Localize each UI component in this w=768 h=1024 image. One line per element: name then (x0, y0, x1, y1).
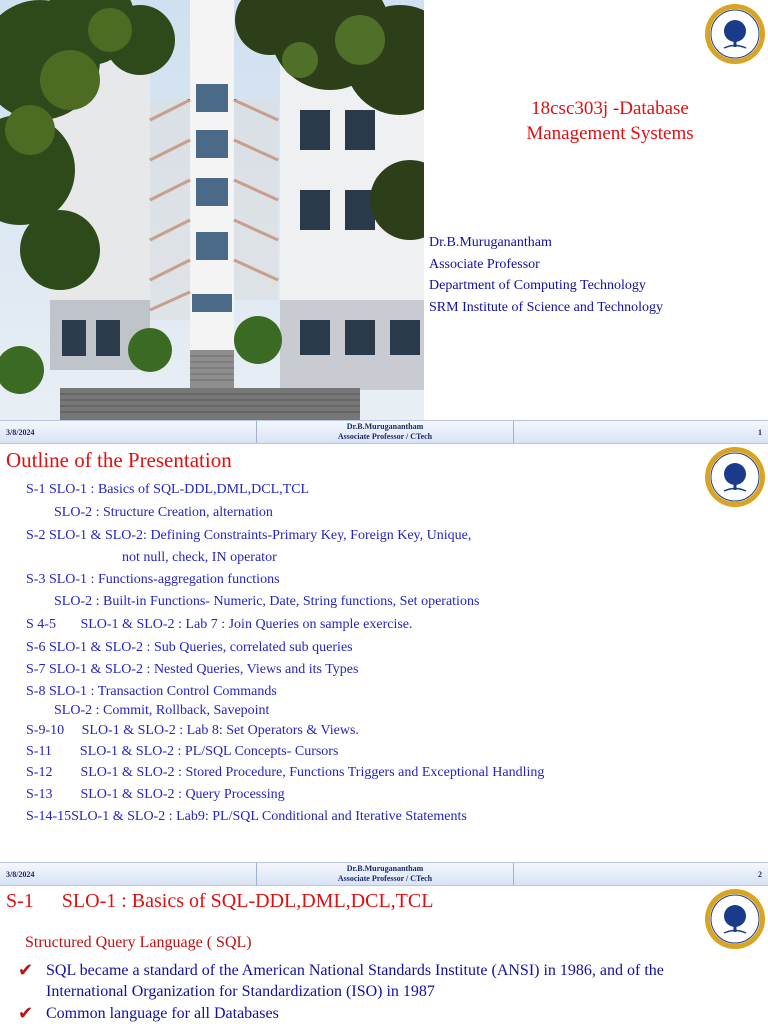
author-institution: SRM Institute of Science and Technology (429, 299, 664, 315)
author-name: Dr.B.Muruganantham (429, 235, 552, 250)
author-designation: Associate Professor (429, 256, 540, 272)
outline-item: S-6 SLO-1 & SLO-2 : Sub Queries, correlated sub queries (26, 640, 353, 655)
author-department: Department of Computing Technology (429, 278, 646, 293)
footer-presenter (256, 421, 514, 443)
outline-item: S-9-10 SLO-1 & SLO-2 : Lab 8: Set Operators & Views. (26, 723, 359, 738)
outline-item: SLO-2 : Built-in Functions- Numeric, Date, String functions, Set operations (54, 594, 480, 609)
footer-presenter (256, 863, 514, 885)
bullet-text: SQL became a standard of the American National Standards Institute (ANSI) in 1986, and of the International Organization for Standardization (ISO) in 1987 (46, 962, 664, 1000)
slide-number: 1 (758, 428, 762, 437)
university-seal-logo (704, 3, 766, 65)
outline-item: S-8 SLO-1 : Transaction Control Commands (26, 684, 277, 699)
section-title (6, 890, 433, 913)
campus-building-photo (0, 0, 424, 420)
section-heading: SLO-1 : Basics of SQL-DDL,DML,DCL,TCL (61, 890, 434, 912)
outline-item: SLO-2 : Structure Creation, alternation (54, 505, 273, 520)
slide-1 (0, 0, 768, 420)
course-title (430, 96, 768, 146)
slide-number: 2 (758, 870, 762, 879)
outline-item: S-11 SLO-1 & SLO-2 : PL/SQL Concepts- Cursors (26, 744, 339, 759)
footer-presenter-name: Dr.B.Muruganantham (346, 864, 424, 873)
footer-date: 3/8/2024 (6, 428, 35, 437)
course-title-line-1: 18csc303j -Database (531, 98, 689, 119)
outline-item: S-1 SLO-1 : Basics of SQL-DDL,DML,DCL,TCL (26, 482, 310, 497)
outline-item: S-14-15SLO-1 & SLO-2 : Lab9: PL/SQL Conditional and Iterative Statements (26, 809, 467, 824)
slide-2-footer (0, 862, 768, 886)
outline-item: S 4-5 SLO-1 & SLO-2 : Lab 7 : Join Queries on sample exercise. (26, 617, 413, 632)
footer-presenter-role: Associate Professor / CTech (337, 432, 433, 441)
outline-title: Outline of the Presentation (6, 448, 232, 472)
slide-3 (0, 888, 768, 1024)
slide-1-footer (0, 420, 768, 444)
outline-item: S-2 SLO-1 & SLO-2: Defining Constraints-Primary Key, Foreign Key, Unique, (26, 528, 472, 543)
slide-2 (0, 446, 768, 862)
outline-item: S-7 SLO-1 & SLO-2 : Nested Queries, Views and its Types (26, 662, 359, 677)
university-seal-logo (704, 888, 766, 950)
outline-item: S-3 SLO-1 : Functions-aggregation functions (26, 572, 280, 587)
checkmark-icon: ✔ (18, 960, 34, 980)
outline-item: not null, check, IN operator (122, 550, 277, 565)
checkmark-icon: ✔ (18, 1003, 34, 1023)
footer-presenter-name: Dr.B.Muruganantham (346, 422, 424, 431)
outline-item: SLO-2 : Commit, Rollback, Savepoint (54, 703, 270, 718)
footer-presenter-role: Associate Professor / CTech (337, 874, 433, 883)
section-code: S-1 (6, 890, 34, 912)
university-seal-logo (704, 446, 766, 508)
bullet-text: Common language for all Databases (46, 1005, 279, 1022)
sql-subtitle: Structured Query Language ( SQL) (25, 934, 252, 951)
footer-date: 3/8/2024 (6, 870, 35, 879)
outline-item: S-13 SLO-1 & SLO-2 : Query Processing (26, 787, 285, 802)
author-block (429, 232, 663, 318)
course-title-line-2: Management Systems (526, 123, 694, 144)
outline-item: S-12 SLO-1 & SLO-2 : Stored Procedure, Functions Triggers and Exceptional Handling (26, 765, 545, 780)
